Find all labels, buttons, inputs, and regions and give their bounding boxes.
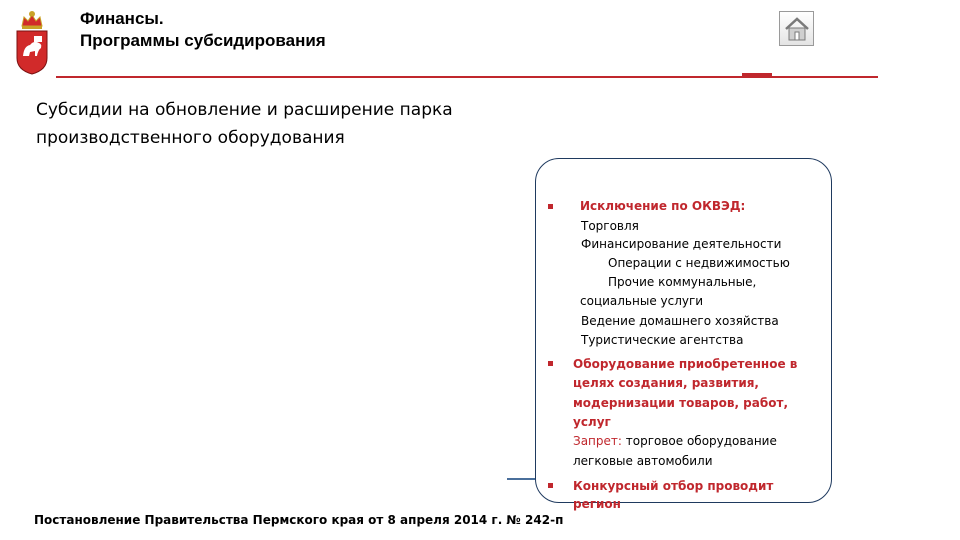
page-title-line1: Субсидии на обновление и расширение парка [36, 100, 453, 120]
header-title-line2: Программы субсидирования [80, 31, 326, 50]
okved-line: Туристические агентства [581, 333, 744, 347]
page-title [36, 96, 516, 152]
okved-line: социальные услуги [580, 294, 704, 308]
home-icon [784, 16, 810, 42]
selection-line: Конкурсный отбор проводит [573, 479, 774, 493]
equipment-line: модернизации товаров, работ, [573, 396, 789, 410]
bullet-icon [548, 483, 553, 488]
ban-line [573, 433, 777, 449]
divider-dash [507, 478, 535, 480]
home-button[interactable] [779, 11, 814, 46]
bullet-icon [548, 361, 553, 366]
equipment-line: услуг [573, 415, 611, 429]
equipment-line: Оборудование приобретенное в [573, 357, 798, 371]
ban-label: Запрет: [573, 434, 622, 448]
header-title [80, 8, 326, 52]
equipment-line: целях создания, развития, [573, 376, 759, 390]
header-title-line1: Финансы. [80, 9, 164, 28]
header-divider-accent [742, 73, 772, 76]
okved-line: Операции с недвижимостью [608, 256, 790, 270]
okved-line: Прочие коммунальные, [608, 275, 757, 289]
okved-line: Торговля [581, 219, 639, 233]
okved-line: Ведение домашнего хозяйства [581, 314, 779, 328]
ban-text: торговое оборудование [621, 434, 777, 448]
selection-line: регион [573, 497, 621, 511]
ban-line-2: легковые автомобили [573, 454, 713, 468]
bullet-icon [548, 204, 553, 209]
okved-line: Финансирование деятельности [581, 237, 782, 251]
page-title-line2: производственного оборудования [36, 128, 345, 148]
header-divider [56, 76, 878, 78]
footer-reference: Постановление Правительства Пермского края от 8 апреля 2014 г. № 242-п [34, 513, 564, 527]
coat-of-arms-icon [12, 6, 52, 76]
okved-heading: Исключение по ОКВЭД: [580, 199, 746, 213]
